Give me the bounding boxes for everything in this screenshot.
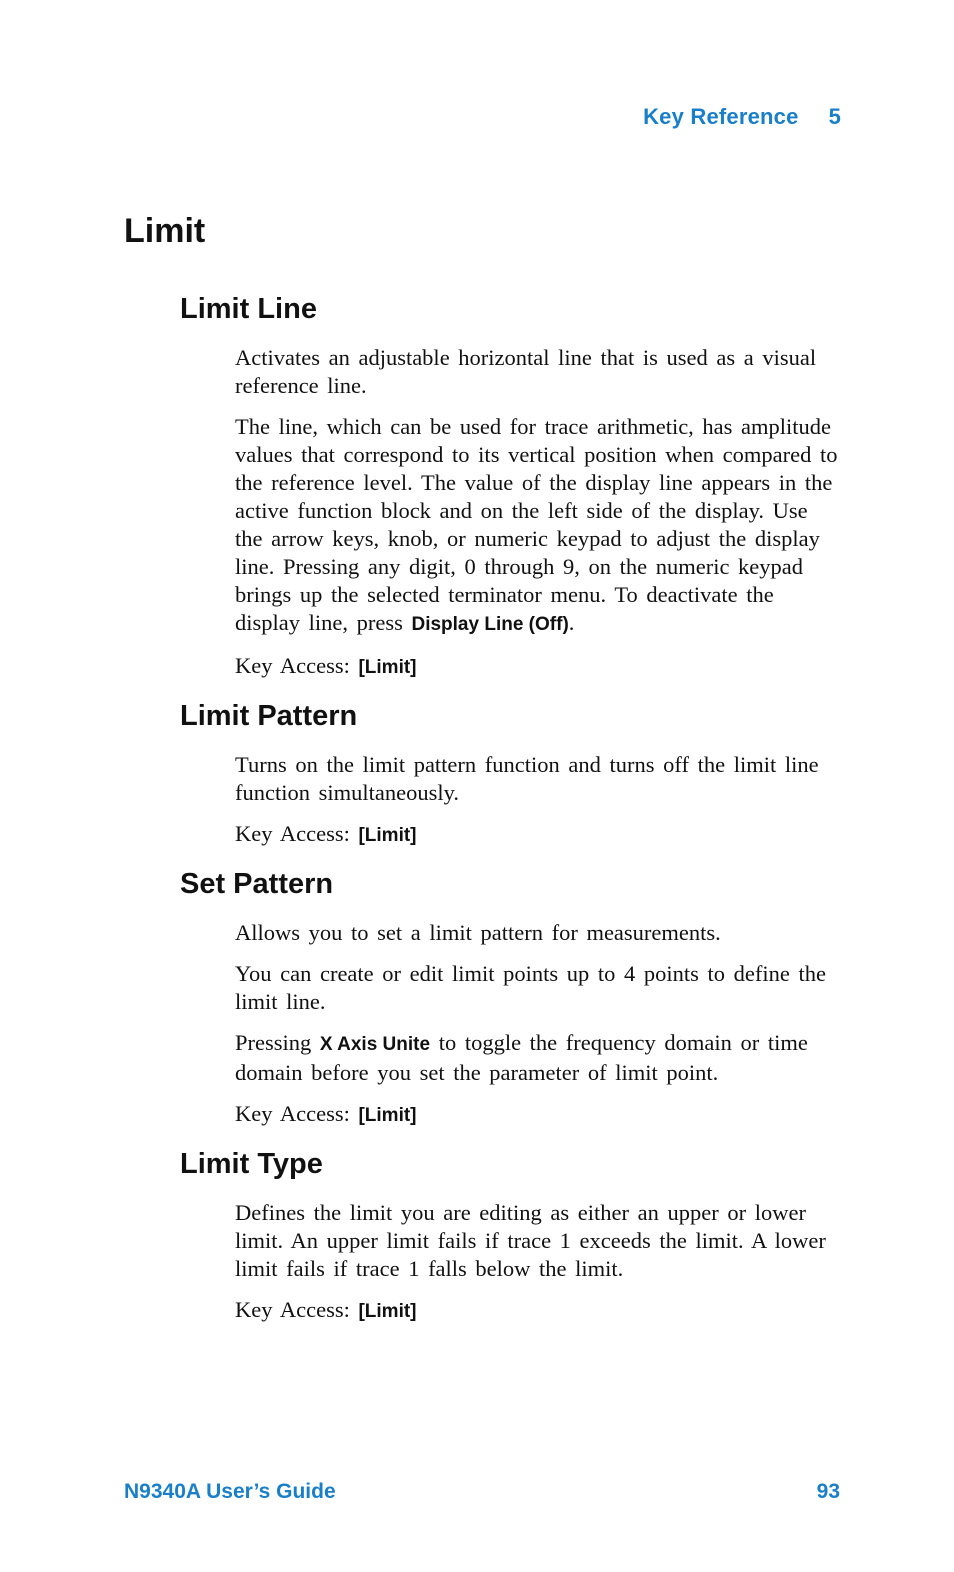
- page-title: Limit: [124, 212, 206, 250]
- page-number: 93: [816, 1480, 840, 1503]
- paragraph-text: to toggle the frequency domain or time domain before you set the parameter of limit point.: [235, 1030, 808, 1085]
- paragraph: [235, 1029, 840, 1087]
- softkey-name: X Axis Unite: [319, 1034, 431, 1055]
- key-access: [235, 820, 840, 850]
- section-body: [235, 751, 840, 850]
- section-body: [235, 919, 840, 1130]
- key-access-label: Key Access:: [235, 821, 350, 846]
- key-access-value: [Limit]: [358, 1301, 417, 1322]
- key-access: [235, 1296, 840, 1326]
- paragraph-text: Pressing: [235, 1030, 312, 1055]
- section-heading: Limit Type: [180, 1148, 323, 1180]
- paragraph: Activates an adjustable horizontal line that is used as a visual reference line.: [235, 345, 817, 398]
- key-access-value: [Limit]: [358, 825, 417, 846]
- section-set-pattern: [180, 863, 840, 1130]
- key-access: [235, 1100, 840, 1130]
- paragraph: Allows you to set a limit pattern for measurements.: [235, 920, 721, 945]
- header-chapter-number: 5: [828, 104, 841, 129]
- content: [180, 288, 840, 1339]
- paragraph: You can create or edit limit points up to 4 points to define the limit line.: [235, 961, 826, 1014]
- section-heading: Set Pattern: [180, 868, 334, 900]
- section-limit-pattern: [180, 695, 840, 850]
- header-section-title: Key Reference: [643, 104, 799, 129]
- key-access-label: Key Access:: [235, 653, 350, 678]
- section-limit-line: [180, 288, 840, 682]
- paragraph-end: .: [568, 610, 575, 635]
- paragraph: Turns on the limit pattern function and turns off the limit line function simultaneously.: [235, 752, 819, 805]
- section-body: [235, 344, 840, 682]
- softkey-name: Display Line (Off): [411, 614, 569, 635]
- section-heading: Limit Line: [180, 293, 317, 325]
- key-access-value: [Limit]: [358, 657, 417, 678]
- paragraph: Defines the limit you are editing as either an upper or lower limit. An upper limit fails if trace 1 exceeds the limit. A lower limit fails if trace 1 falls below the limit.: [235, 1200, 826, 1281]
- key-access-label: Key Access:: [235, 1297, 350, 1322]
- key-access-label: Key Access:: [235, 1101, 350, 1126]
- section-heading: Limit Pattern: [180, 700, 358, 732]
- page-footer: [124, 1480, 840, 1504]
- paragraph-text: The line, which can be used for trace arithmetic, has amplitude values that correspond to its vertical position when compared to the reference level. The value of the display line appears in the active function block and on the left side of the display. Use the arrow keys, knob, or numeric keypad to adjust the display line. Pressing any digit, 0 through 9, on the numeric keypad brings up the selected terminator menu. To deactivate the display line, press: [235, 414, 838, 635]
- key-access-value: [Limit]: [358, 1105, 417, 1126]
- section-limit-type: [180, 1143, 840, 1326]
- running-header: [643, 104, 841, 130]
- section-body: [235, 1199, 840, 1326]
- footer-guide-title: N9340A User’s Guide: [124, 1480, 336, 1503]
- key-access: [235, 652, 840, 682]
- paragraph: [235, 413, 840, 639]
